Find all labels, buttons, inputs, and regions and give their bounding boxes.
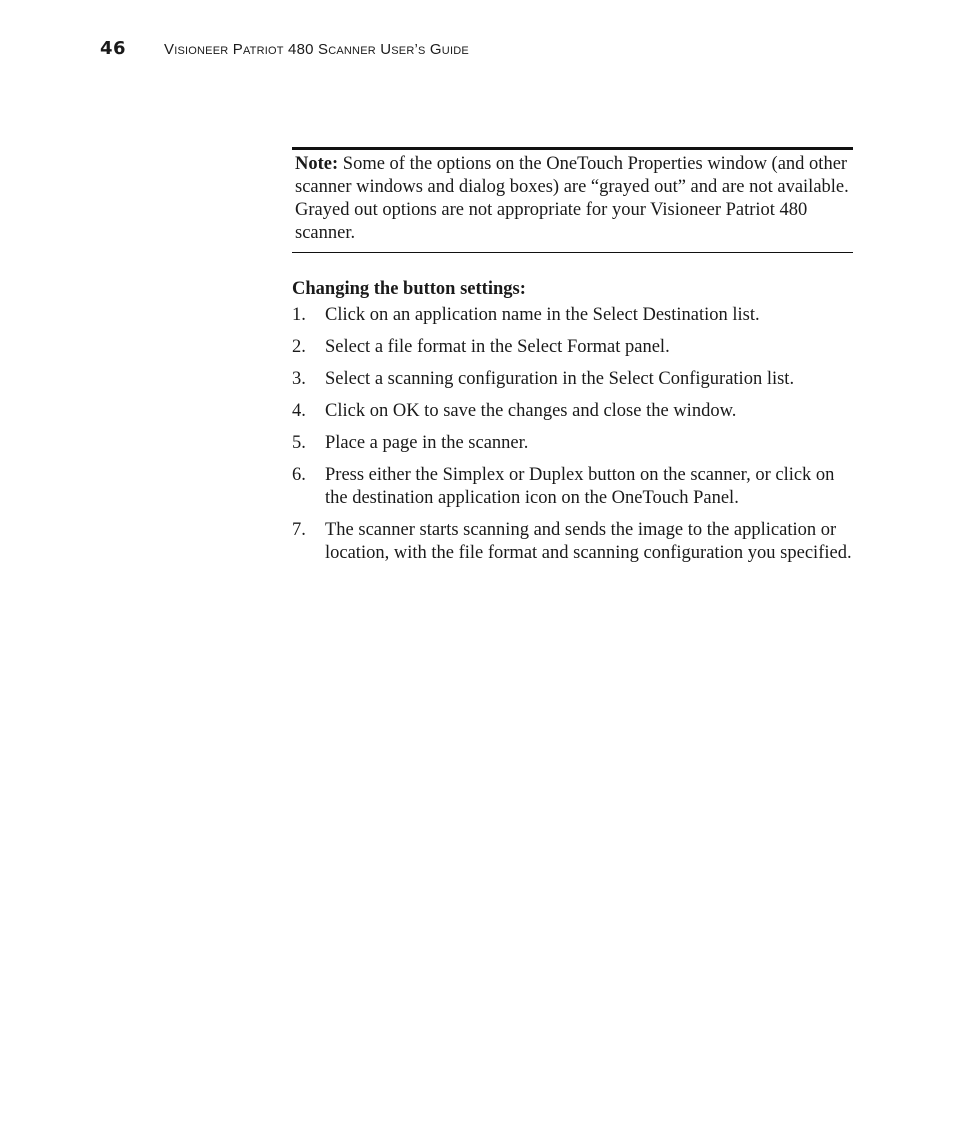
running-title: Visioneer Patriot 480 Scanner User’s Guide: [164, 41, 469, 58]
step-text: Click on an application name in the Select Destination list.: [325, 305, 760, 325]
note-label: Note:: [295, 154, 339, 174]
note-box: [292, 147, 853, 253]
step-item: [292, 519, 854, 565]
step-text: Select a file format in the Select Format panel.: [325, 337, 670, 357]
step-number: 3.: [292, 369, 306, 389]
step-number: 1.: [292, 305, 306, 325]
page-header: [100, 38, 469, 66]
step-number: 5.: [292, 433, 306, 453]
step-number: 6.: [292, 465, 306, 485]
step-text: Press either the Simplex or Duplex button on the scanner, or click on the destination application icon on the OneTouch Panel.: [325, 465, 835, 508]
step-item: [292, 400, 854, 423]
page-number: 46: [100, 38, 127, 59]
note-text: Some of the options on the OneTouch Properties window (and other scanner windows and dialog boxes) are “grayed out” and are not available. Grayed out options are not appropriate for your Visioneer Patriot 480 scanner.: [295, 154, 849, 243]
step-number: 4.: [292, 401, 306, 421]
step-number: 2.: [292, 337, 306, 357]
step-item: [292, 368, 854, 391]
steps-list: [292, 304, 854, 574]
step-text: Select a scanning configuration in the Select Configuration list.: [325, 369, 795, 389]
step-item: [292, 464, 854, 510]
step-text: Click on OK to save the changes and close the window.: [325, 401, 737, 421]
section-heading: Changing the button settings:: [292, 279, 526, 299]
step-item: [292, 336, 854, 359]
step-number: 7.: [292, 520, 306, 540]
step-item: [292, 432, 854, 455]
step-text: Place a page in the scanner.: [325, 433, 529, 453]
step-text: The scanner starts scanning and sends the image to the application or location, with the file format and scanning configuration you specified.: [325, 520, 852, 563]
step-item: [292, 304, 854, 327]
